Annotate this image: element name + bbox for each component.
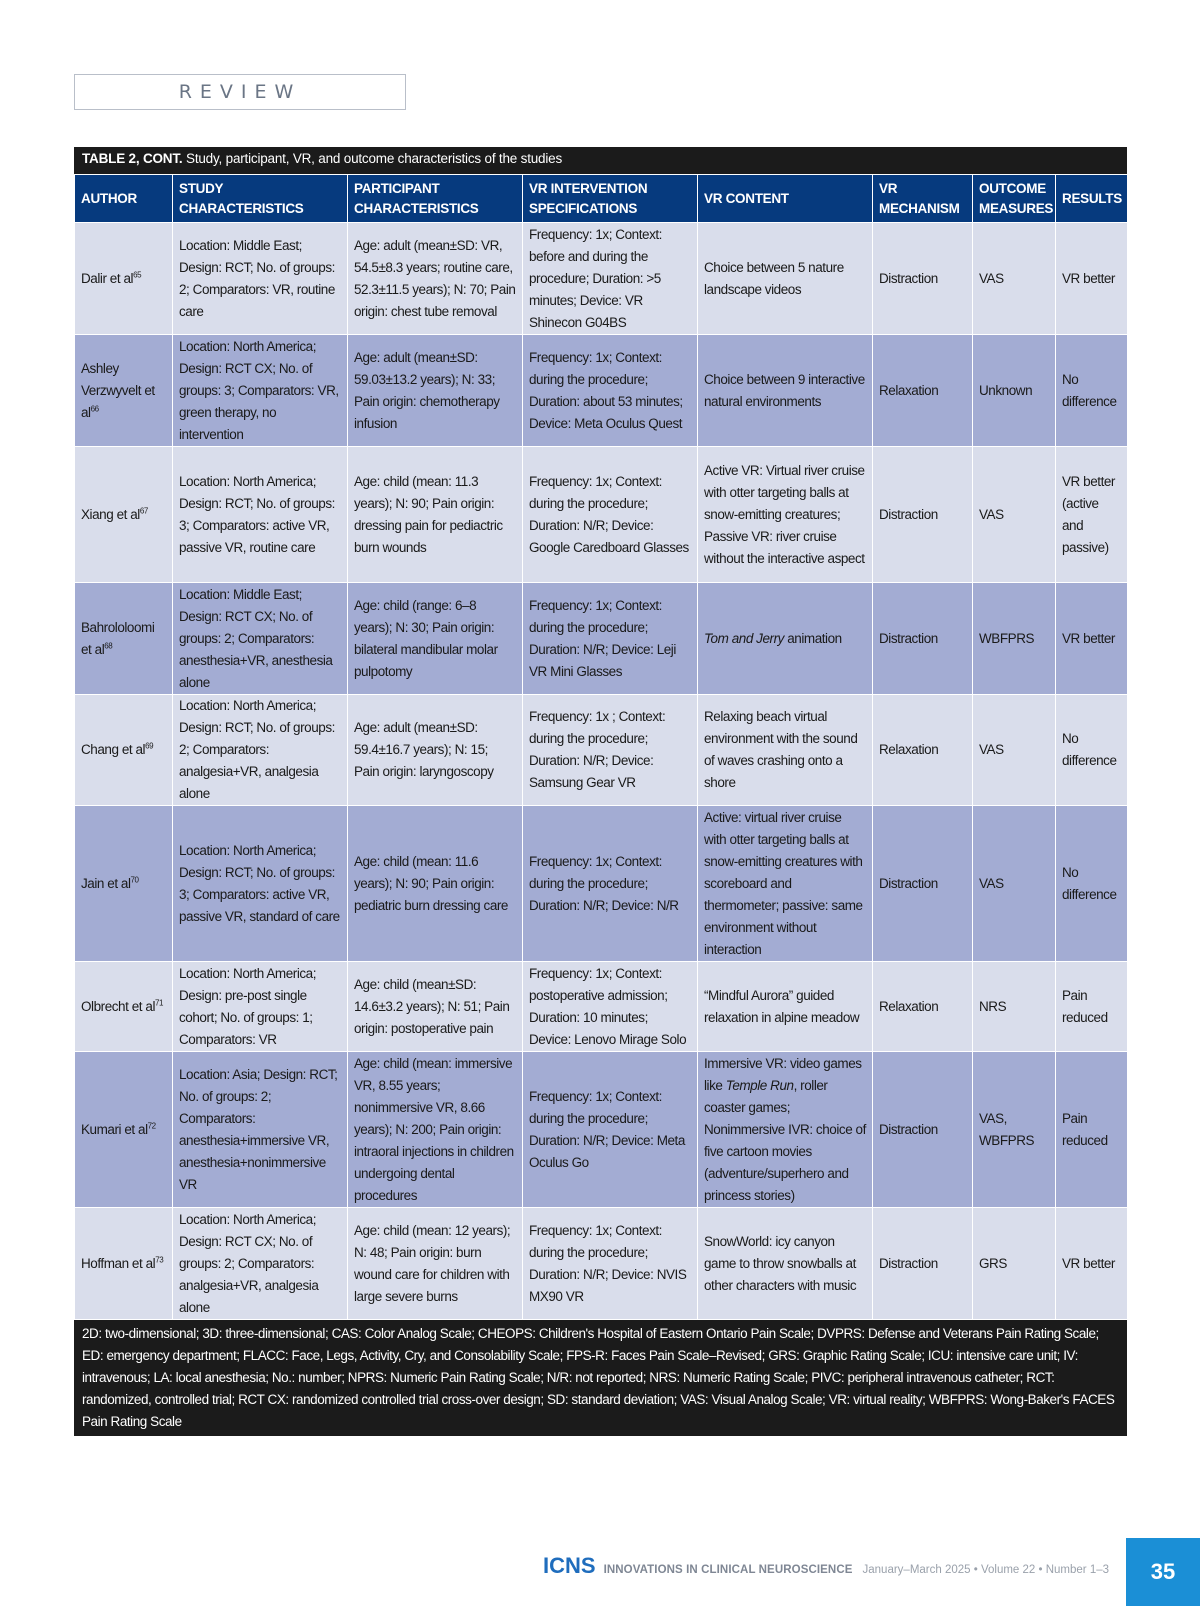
mechanism-text: Distraction [879,1121,938,1137]
content-text: Active: virtual river cruise with otter targeting balls at snow-emitting creatures with scoreboard and thermometer; passive: same environment without interaction [704,809,863,957]
cell-content [698,447,873,583]
results-text: Pain reduced [1062,1110,1108,1148]
cell-results [1056,695,1128,806]
cell-outcome [973,1208,1056,1320]
reference-number: 69 [145,741,154,751]
mechanism-text: Relaxation [879,742,939,757]
author-name: Ashley Verzwyvelt et al [81,360,155,420]
outcome-text: VAS, WBFPRS [979,1110,1035,1148]
outcome-text: Unknown [979,382,1033,398]
cell-intervention [523,583,698,695]
study-text: Location: Asia; Design: RCT; No. of groups: 2; Comparators: anesthesia+immersive VR, anesthesia+nonimmersive VR [179,1066,338,1192]
intervention-text: Frequency: 1x; Context: during the procedure; Duration: about 53 minutes; Device: Meta Oculus Quest [529,349,683,431]
cell-results [1056,962,1128,1052]
cell-participant [348,1052,523,1208]
table-header-row [75,175,1128,223]
table-row [75,583,1128,695]
intervention-text: Frequency: 1x; Context: during the procedure; Duration: N/R; Device: NVIS MX90 VR [529,1222,687,1304]
intervention-text: Frequency: 1x ; Context: during the procedure; Duration: N/R; Device: Samsung Gear VR [529,709,666,790]
cell-mechanism [873,806,973,962]
participant-text: Age: adult (mean±SD: 59.03±13.2 years); N: 33; Pain origin: chemotherapy infusion [354,349,500,431]
cell-participant [348,695,523,806]
journal-issue: January–March 2025 • Volume 22 • Number 1–3 [862,1564,1110,1576]
content-text: Immersive VR: video games like [704,1055,862,1093]
intervention-text: Frequency: 1x; Context: postoperative admission; Duration: 10 minutes; Device: Lenovo Mirage Solo [529,965,687,1047]
cell-author [75,695,173,806]
journal-footer [543,1553,1109,1583]
table-row [75,962,1128,1052]
cell-outcome [973,695,1056,806]
cell-content [698,962,873,1052]
table-body [75,223,1128,1320]
cell-study [173,335,348,447]
cell-author [75,583,173,695]
cell-content [698,223,873,335]
cell-participant [348,223,523,335]
cell-intervention [523,1052,698,1208]
table-row [75,695,1128,806]
table-row [75,1052,1128,1208]
content-text: Choice between 9 interactive natural environments [704,371,865,409]
cell-study [173,583,348,695]
cell-study [173,1208,348,1320]
column-header-content: VR CONTENT [698,175,873,223]
cell-content [698,1052,873,1208]
cell-study [173,695,348,806]
cell-intervention [523,335,698,447]
reference-number: 72 [147,1121,156,1130]
cell-outcome [973,1052,1056,1208]
table-row [75,335,1128,447]
mechanism-text: Distraction [879,506,938,522]
cell-study [173,447,348,583]
reference-number: 67 [139,506,148,515]
table-footnote: 2D: two-dimensional; 3D: three-dimensional; CAS: Color Analog Scale; CHEOPS: Children's Hospital of Eastern Ontario Pain Scale; DVPRS: Defense and Veterans Pain Rating Scale; ED: emergency department; FLACC: Face, Legs, Activity, Cry, and Consolability Scale; FPS-R: Faces Pain Scale–Revised; GRS: Graphic Rating Scale; ICU: intensive care unit; IV: intravenous; LA: local anesthesia; No.: number; NPRS: Numeric Pain Rating Scale; N/R: not reported; NRS: Numeric Rating Scale; PIVC: peripheral intravenous catheter; RCT: randomized, controlled trial; RCT CX: randomized controlled trial cross-over design; SD: standard deviation; VAS: Visual Analog Scale; VR: virtual reality; WBFPRS: Wong-Baker's FACES Pain Rating Scale [74,1320,1127,1436]
cell-author [75,1052,173,1208]
cell-mechanism [873,1208,973,1320]
results-text: No difference [1062,731,1117,768]
table-row [75,1208,1128,1320]
cell-results [1056,1208,1128,1320]
author-name: Bahrololoomi et al [81,619,155,657]
cell-mechanism [873,583,973,695]
mechanism-text: Relaxation [879,998,939,1014]
mechanism-text: Distraction [879,875,938,891]
study-text: Location: North America; Design: RCT; No. of groups: 2; Comparators: analgesia+VR, analgesia alone [179,698,335,801]
study-table [74,147,1127,1436]
content-text-rest: animation [783,630,842,646]
author-name: Hoffman et al [81,1255,156,1271]
participant-text: Age: child (mean: 11.6 years); N: 90; Pain origin: pediatric burn dressing care [354,853,508,913]
cell-outcome [973,806,1056,962]
outcome-text: VAS [979,742,1004,757]
section-label: REVIEW [74,74,406,110]
participant-text: Age: child (mean: 11.3 years); N: 90; Pain origin: dressing pain for pediactric burn wounds [354,473,503,555]
author-name: Kumari et al [81,1121,148,1137]
reference-number: 70 [130,875,139,884]
intervention-text: Frequency: 1x; Context: during the procedure; Duration: N/R; Device: N/R [529,853,679,913]
outcome-text: WBFPRS [979,630,1035,646]
participant-text: Age: child (mean: 12 years); N: 48; Pain origin: burn wound care for children with large severe burns [354,1222,511,1304]
content-text: Relaxing beach virtual environment with the sound of waves crashing onto a shore [704,709,858,790]
cell-author [75,1208,173,1320]
study-text: Location: North America; Design: RCT CX; No. of groups: 2; Comparators: analgesia+VR, analgesia alone [179,1211,319,1315]
author-name: Dalir et al [81,270,134,286]
column-header-mechanism: VR MECHANISM [873,175,973,223]
outcome-text: VAS [979,506,1004,522]
intervention-text: Frequency: 1x; Context: during the procedure; Duration: N/R; Device: Leji VR Mini Glasses [529,597,676,679]
table-caption-number: TABLE 2, CONT. [82,151,183,166]
table-caption-text: Study, participant, VR, and outcome characteristics of the studies [182,151,563,166]
study-text: Location: North America; Design: pre-post single cohort; No. of groups: 1; Comparators: VR [179,965,317,1047]
reference-number: 71 [155,998,163,1007]
cell-mechanism [873,447,973,583]
cell-intervention [523,806,698,962]
column-header-outcome: OUTCOME MEASURES [973,175,1056,223]
journal-logo: ICNS [543,1553,596,1578]
cell-content [698,806,873,962]
column-header-results: RESULTS [1056,175,1128,223]
author-name: Xiang et al [81,506,140,522]
outcome-text: GRS [979,1255,1007,1271]
content-title: Temple Run [725,1077,794,1093]
cell-mechanism [873,962,973,1052]
cell-intervention [523,695,698,806]
results-text: VR better [1062,270,1115,286]
cell-participant [348,447,523,583]
author-name: Olbrecht et al [81,998,155,1014]
cell-participant [348,583,523,695]
content-text: Active VR: Virtual river cruise with otter targeting balls at snow-emitting creatures; Passive VR: river cruise without the interactive aspect [704,462,865,566]
cell-results [1056,223,1128,335]
content-text: SnowWorld: icy canyon game to throw snowballs at other characters with music [704,1233,857,1293]
column-header-study: STUDY CHARACTERISTICS [173,175,348,223]
table-row [75,447,1128,583]
mechanism-text: Distraction [879,1255,938,1271]
cell-study [173,962,348,1052]
reference-number: 68 [104,641,113,650]
table-row [75,806,1128,962]
content-title: Tom and Jerry [704,630,784,646]
cell-outcome [973,223,1056,335]
data-table [74,174,1128,1320]
cell-intervention [523,1208,698,1320]
cell-author [75,447,173,583]
cell-author [75,962,173,1052]
participant-text: Age: child (mean: immersive VR, 8.55 years; nonimmersive VR, 8.66 years); N: 200; Pain origin: intraoral injections in children undergoing dental procedures [354,1055,514,1203]
mechanism-text: Relaxation [879,382,939,398]
cell-content [698,1208,873,1320]
cell-study [173,806,348,962]
participant-text: Age: child (mean±SD: 14.6±3.2 years); N: 51; Pain origin: postoperative pain [354,976,510,1036]
cell-mechanism [873,335,973,447]
column-header-author: AUTHOR [75,175,173,223]
cell-study [173,223,348,335]
column-header-participant: PARTICIPANT CHARACTERISTICS [348,175,523,223]
participant-text: Age: adult (mean±SD: VR, 54.5±8.3 years; routine care, 52.3±11.5 years); N: 70; Pain origin: chest tube removal [354,237,516,319]
cell-results [1056,335,1128,447]
cell-participant [348,1208,523,1320]
study-text: Location: North America; Design: RCT; No. of groups: 3; Comparators: active VR, passive VR, standard of care [179,842,340,924]
cell-participant [348,335,523,447]
table-row [75,223,1128,335]
cell-mechanism [873,695,973,806]
cell-results [1056,806,1128,962]
cell-author [75,335,173,447]
reference-number: 73 [155,1255,164,1264]
cell-outcome [973,335,1056,447]
cell-intervention [523,223,698,335]
mechanism-text: Distraction [879,270,938,286]
content-text: Choice between 5 nature landscape videos [704,259,844,297]
content-text: “Mindful Aurora” guided relaxation in alpine meadow [704,987,860,1025]
cell-participant [348,806,523,962]
reference-number: 65 [133,270,142,279]
outcome-text: VAS [979,875,1004,891]
intervention-text: Frequency: 1x; Context: during the procedure; Duration: N/R; Device: Meta Oculus Go [529,1088,685,1170]
participant-text: Age: adult (mean±SD: 59.4±16.7 years); N: 15; Pain origin: laryngoscopy [354,720,494,779]
cell-author [75,806,173,962]
author-name: Chang et al [81,742,146,757]
mechanism-text: Distraction [879,630,938,646]
cell-content [698,695,873,806]
outcome-text: NRS [979,998,1007,1014]
cell-study [173,1052,348,1208]
results-text: No difference [1062,371,1117,409]
cell-mechanism [873,1052,973,1208]
cell-results [1056,583,1128,695]
author-name: Jain et al [81,875,131,891]
intervention-text: Frequency: 1x; Context: before and during the procedure; Duration: >5 minutes; Device: VR Shinecon G04BS [529,226,662,330]
cell-content [698,583,873,695]
study-text: Location: North America; Design: RCT; No. of groups: 3; Comparators: active VR, passive VR, routine care [179,473,335,555]
cell-results [1056,447,1128,583]
cell-results [1056,1052,1128,1208]
results-text: VR better (active and passive) [1062,473,1115,555]
cell-outcome [973,447,1056,583]
outcome-text: VAS [979,270,1004,286]
cell-content [698,335,873,447]
cell-outcome [973,962,1056,1052]
cell-intervention [523,447,698,583]
cell-intervention [523,962,698,1052]
column-header-intervention: VR INTERVENTION SPECIFICATIONS [523,175,698,223]
content-text-rest: , roller coaster games; Nonimmersive IVR: choice of five cartoon movies (adventure/superhero and princess stories) [704,1077,866,1203]
cell-participant [348,962,523,1052]
page-number: 35 [1126,1538,1200,1606]
study-text: Location: Middle East; Design: RCT; No. of groups: 2; Comparators: VR, routine care [179,237,335,319]
results-text: No difference [1062,864,1117,902]
results-text: VR better [1062,1255,1115,1271]
cell-author [75,223,173,335]
reference-number: 66 [90,404,99,413]
cell-mechanism [873,223,973,335]
study-text: Location: Middle East; Design: RCT CX; No. of groups: 2; Comparators: anesthesia+VR, anesthesia alone [179,586,333,690]
table-caption [74,147,1127,174]
cell-outcome [973,583,1056,695]
intervention-text: Frequency: 1x; Context: during the procedure; Duration: N/R; Device: Google Caredboard Glasses [529,473,689,555]
results-text: VR better [1062,630,1115,646]
journal-name: INNOVATIONS IN CLINICAL NEUROSCIENCE [603,1564,853,1576]
study-text: Location: North America; Design: RCT CX; No. of groups: 3; Comparators: VR, green therapy, no intervention [179,338,339,442]
results-text: Pain reduced [1062,987,1108,1025]
participant-text: Age: child (range: 6–8 years); N: 30; Pain origin: bilateral mandibular molar pulpotomy [354,597,498,679]
